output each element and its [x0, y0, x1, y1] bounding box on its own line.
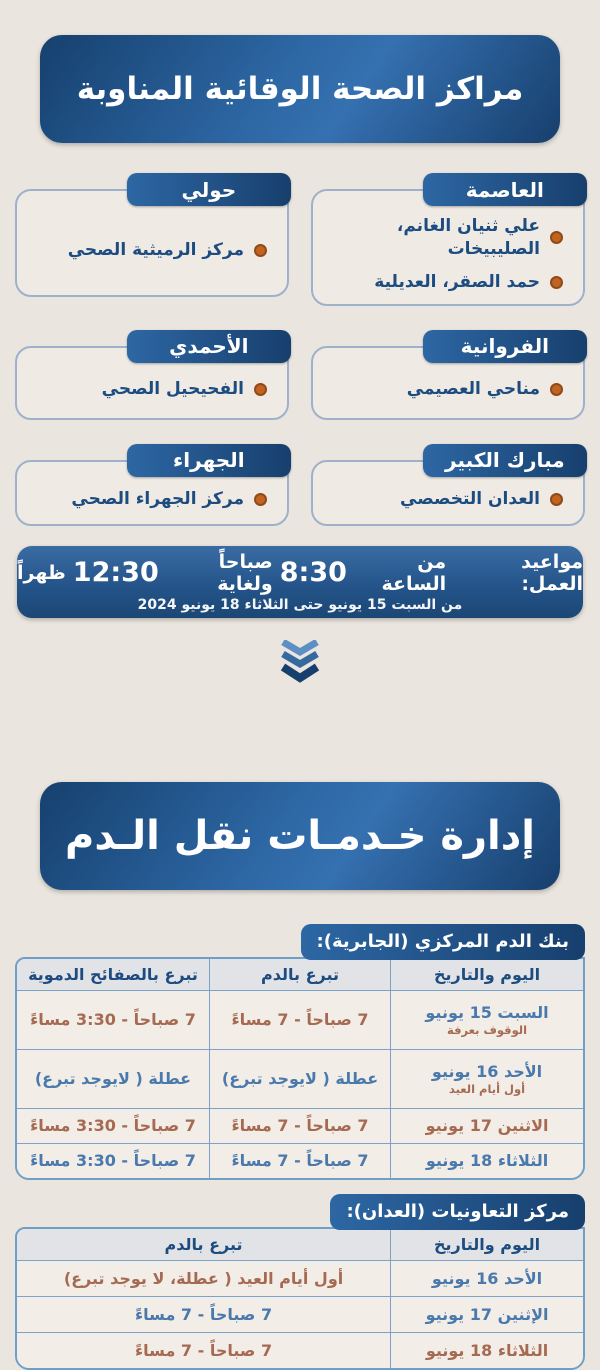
blood-cell: عطلة ( لايوجد تبرع) — [209, 1049, 390, 1108]
day-label: الاثنين 17 يونيو — [425, 1116, 549, 1136]
center-name: مركز الجهراء الصحي — [71, 489, 244, 510]
list-item — [37, 378, 267, 401]
working-hours-label: مواعيد العمل: — [521, 550, 583, 595]
bank-table — [15, 957, 585, 1180]
section-title: إدارة خـدمـات نقل الـدم — [65, 812, 535, 859]
list-item — [333, 215, 563, 261]
bullet-icon — [550, 276, 563, 289]
col-header-blood: تبرع بالدم — [209, 959, 390, 991]
bank-table-title-pill — [15, 924, 585, 960]
table-header-row — [17, 1229, 583, 1261]
day-label: الأحد 16 يونيو — [431, 1061, 543, 1081]
region-header: مبارك الكبير — [423, 444, 587, 477]
region-card-jahra — [15, 448, 289, 526]
coop-table-title-pill — [15, 1194, 585, 1230]
page-title: مراكز الصحة الوقائية المناوبة — [76, 71, 524, 107]
blood-cell: 7 صباحاً - 7 مساءً — [209, 1108, 390, 1143]
list-item — [37, 488, 267, 511]
working-hours-banner — [17, 546, 583, 618]
center-name: العدان التخصصي — [400, 489, 540, 510]
region-header: الجهراء — [127, 444, 291, 477]
bullet-icon — [550, 231, 563, 244]
list-item — [37, 239, 267, 262]
triple-chevron-down-icon — [277, 640, 323, 684]
platelets-cell: 7 صباحاً - 3:30 مساءً — [17, 990, 209, 1049]
day-sublabel: الوقوف بعرفة — [447, 1022, 528, 1037]
table-row — [17, 1108, 583, 1143]
col-header-day: اليوم والتاريخ — [391, 959, 583, 991]
center-name: مناحي العصيمي — [406, 379, 540, 400]
region-card-body — [311, 189, 585, 306]
region-header: العاصمة — [423, 173, 587, 206]
bullet-icon — [254, 383, 267, 396]
blood-cell: 7 صباحاً - 7 مساءً — [17, 1296, 391, 1332]
day-cell — [391, 1332, 583, 1368]
table-row — [17, 1332, 583, 1368]
blood-cell: 7 صباحاً - 7 مساءً — [209, 990, 390, 1049]
blood-cell: أول أيام العيد ( عطلة، لا يوجد تبرع) — [17, 1260, 391, 1296]
region-header: الفروانية — [423, 330, 587, 363]
region-header: حولي — [127, 173, 291, 206]
platelets-cell: 7 صباحاً - 3:30 مساءً — [17, 1108, 209, 1143]
bullet-icon — [550, 493, 563, 506]
region-card-farwaniya — [311, 334, 585, 420]
day-label: السبت 15 يونيو — [425, 1002, 549, 1022]
hours-text: من الساعة — [381, 550, 447, 595]
bullet-icon — [254, 493, 267, 506]
col-header-platelets: تبرع بالصفائح الدموية — [17, 959, 209, 991]
day-cell — [391, 1143, 583, 1178]
region-card-mubarak-alkabeer — [311, 448, 585, 526]
blood-cell: 7 صباحاً - 7 مساءً — [17, 1332, 391, 1368]
center-name: حمد الصقر، العديلية — [374, 271, 540, 292]
hours-text: ظهراً — [17, 561, 66, 584]
region-card-capital — [311, 177, 585, 306]
col-header-day: اليوم والتاريخ — [391, 1229, 583, 1261]
blood-cell: 7 صباحاً - 7 مساءً — [209, 1143, 390, 1178]
day-cell — [391, 1260, 583, 1296]
center-name: علي ثنيان الغانم، الصليبيخات — [396, 216, 540, 259]
table-row — [17, 990, 583, 1049]
bullet-icon — [550, 383, 563, 396]
col-header-blood: تبرع بالدم — [17, 1229, 391, 1261]
region-card-hawalli — [15, 177, 289, 306]
list-item — [333, 271, 563, 294]
platelets-cell: 7 صباحاً - 3:30 مساءً — [17, 1143, 209, 1178]
day-cell — [391, 990, 583, 1049]
day-label: الأحد 16 يونيو — [431, 1268, 543, 1288]
day-sublabel: أول أيام العيد — [448, 1081, 526, 1096]
coop-table-title: مركز التعاونيات (العدان): — [330, 1194, 585, 1230]
bullet-icon — [254, 244, 267, 257]
hours-text: صباحاً ولغاية — [217, 550, 273, 595]
bank-table-title: بنك الدم المركزي (الجابرية): — [301, 924, 585, 960]
table-row — [17, 1143, 583, 1178]
day-label: الإثنين 17 يونيو — [425, 1304, 549, 1324]
table-row — [17, 1260, 583, 1296]
day-label: الثلاثاء 18 يونيو — [425, 1151, 549, 1171]
table-row — [17, 1296, 583, 1332]
start-time: 8:30 — [279, 557, 347, 589]
table-header-row — [17, 959, 583, 991]
region-card-ahmadi — [15, 334, 289, 420]
platelets-cell: عطلة ( لايوجد تبرع) — [17, 1049, 209, 1108]
coop-table — [15, 1227, 585, 1370]
table-row — [17, 1049, 583, 1108]
day-cell — [391, 1049, 583, 1108]
center-name: مركز الرميثية الصحي — [67, 239, 244, 260]
day-cell — [391, 1296, 583, 1332]
end-time: 12:30 — [72, 557, 159, 589]
working-hours-line1 — [17, 551, 583, 595]
preventive-centers-title — [40, 35, 560, 143]
day-cell — [391, 1108, 583, 1143]
center-name: الفحيحيل الصحي — [101, 379, 244, 400]
working-hours-dates: من السبت 15 يونيو حتى الثلاثاء 18 يونيو 2024 — [137, 596, 463, 613]
blood-services-title — [40, 782, 560, 890]
day-label: الثلاثاء 18 يونيو — [425, 1340, 549, 1360]
region-header: الأحمدي — [127, 330, 291, 363]
list-item — [333, 488, 563, 511]
list-item — [333, 378, 563, 401]
region-cards-grid — [15, 173, 585, 526]
